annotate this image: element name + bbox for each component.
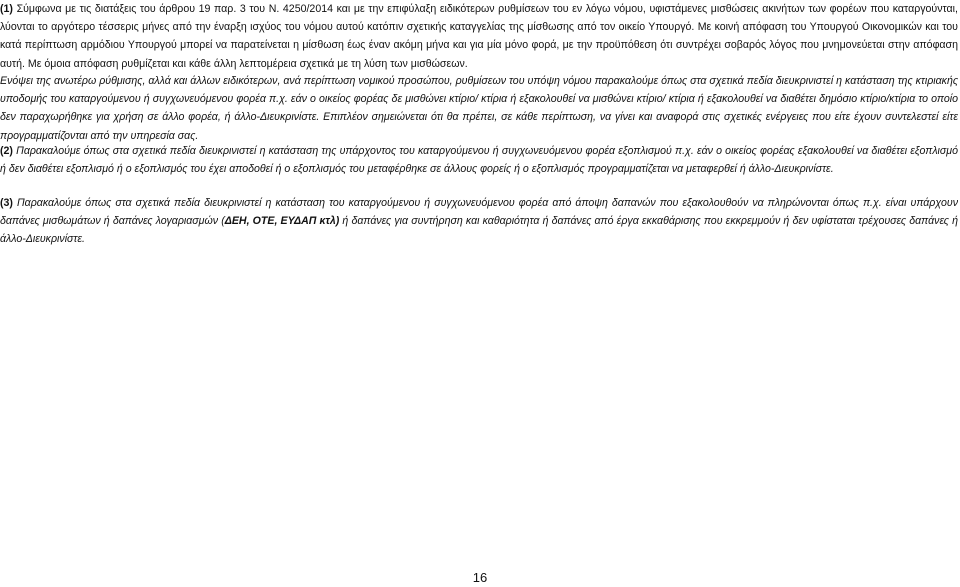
footnote-2 (0, 142, 958, 178)
footnote-2-number: (2) (0, 145, 13, 157)
footnote-3-text-bold: ΔΕΗ, ΟΤΕ, ΕΥΔΑΠ κτλ) (224, 215, 340, 228)
italic-paragraph: Ενόψει της ανωτέρω ρύθμισης, αλλά και άλλων ειδικότερων, ανά περίπτωση νομικού προσώπου, ρυθμίσεων του υπόψη νόμου παρακαλούμε όπως στα σχετικά πεδία διευκρινιστεί η κατάσταση της κτιριακής υποδομής του καταργούμενου ή συγχωνευόμενου φορέα π.χ. εάν ο οικείος φορέας δε μισθώνει κτίριο/ κτίρια ή εξακολουθεί να μισθώνει κτίριο/ κτίρια ή εξακολουθεί να διαθέτει δημόσιο κτίριο/κτίρια το οποίο δεν παραχωρήθηκε για χρήση σε άλλο φορέα, ή άλλο-Διευκρινίστε. Επιπλέον σημειώνεται ότι θα πρέπει, σε κάθε περίπτωση, να γίνει και αναφορά στις σχετικές ενέργειες που είτε έχουν συντελεστεί είτε προγραμματίζονται από την υπηρεσία σας. (0, 75, 958, 142)
footnote-1-text-b: Με κοινή απόφαση του Υπουργού Οικονομικών και του κατά περίπτωση αρμόδιου Υπουργού μπορεί να παρατείνεται η μίσθωση έως έναν ακόμη μήνα και για μία μόνο φορά, με την προϋπόθεση ότι συντρέχει σοβαρός λόγος που μνημονεύεται στην απόφαση αυτή. Με όμοια απόφαση ρυθμίζεται και κάθε άλλη λεπτομέρεια σχετικά με τη λύση των μισθώσεων. (0, 21, 958, 70)
footnote-1-text-a: Σύμφωνα με τις διατάξεις του άρθρου 19 παρ. 3 του Ν. 4250/2014 και με την επιφύλαξη ειδικότερων ρυθμίσεων του εν λόγω νόμου, υφιστάμενες μισθώσεις ακινήτων των φορέων που καταργούνται, λύονται το αργότερο τέσσερις μήνες από την έναρξη ισχύος του νόμου αυτού κατόπιν σχετικής καταγγελίας της μίσθωσης από τον οικείο Υπουργό. (0, 3, 958, 34)
footnote-1 (0, 0, 958, 73)
footnote-1-number: (1) (0, 3, 13, 15)
footnote-3 (0, 194, 958, 249)
page-number: 16 (472, 570, 488, 585)
footnote-3-number: (3) (0, 197, 13, 209)
footnote-2-text: Παρακαλούμε όπως στα σχετικά πεδία διευκρινιστεί η κατάσταση της υπάρχοντος του καταργούμενου ή συγχωνευόμενου φορέα εξοπλισμού π.χ. εάν ο οικείος φορέας εξακολουθεί να διαθέτει εξοπλισμό ή δεν διαθέτει εξοπλισμό ή ο εξοπλισμός του έχει αποδοθεί ή ο εξοπλισμός του μεταφέρθηκε σε άλλους φορείς ή ο εξοπλισμός προγραμματίζεται να μεταφερθεί ή άλλο-Διευκρινίστε. (0, 145, 958, 176)
footnote-3-text-a: Παρακαλούμε όπως στα σχετικά πεδία διευκρινιστεί η κατάσταση του καταργούμενου ή συγχωνευόμενου φορέα από άποψη δαπανών που εξακολουθούν να πληρώνονται όπως π.χ. είναι υπάρχουν δαπάνες μισθωμάτων ή δαπάνες λογαριασμών ( (0, 197, 958, 228)
footnote-3-text-b: ή δαπάνες για συντήρηση και καθαριότητα ή δαπάνες από έργα εκκαθάρισης που εκκρεμμούν ή δεν υφίσταται τρέχουσες δαπάνες ή άλλο-Διευκρινίστε. (0, 215, 959, 246)
